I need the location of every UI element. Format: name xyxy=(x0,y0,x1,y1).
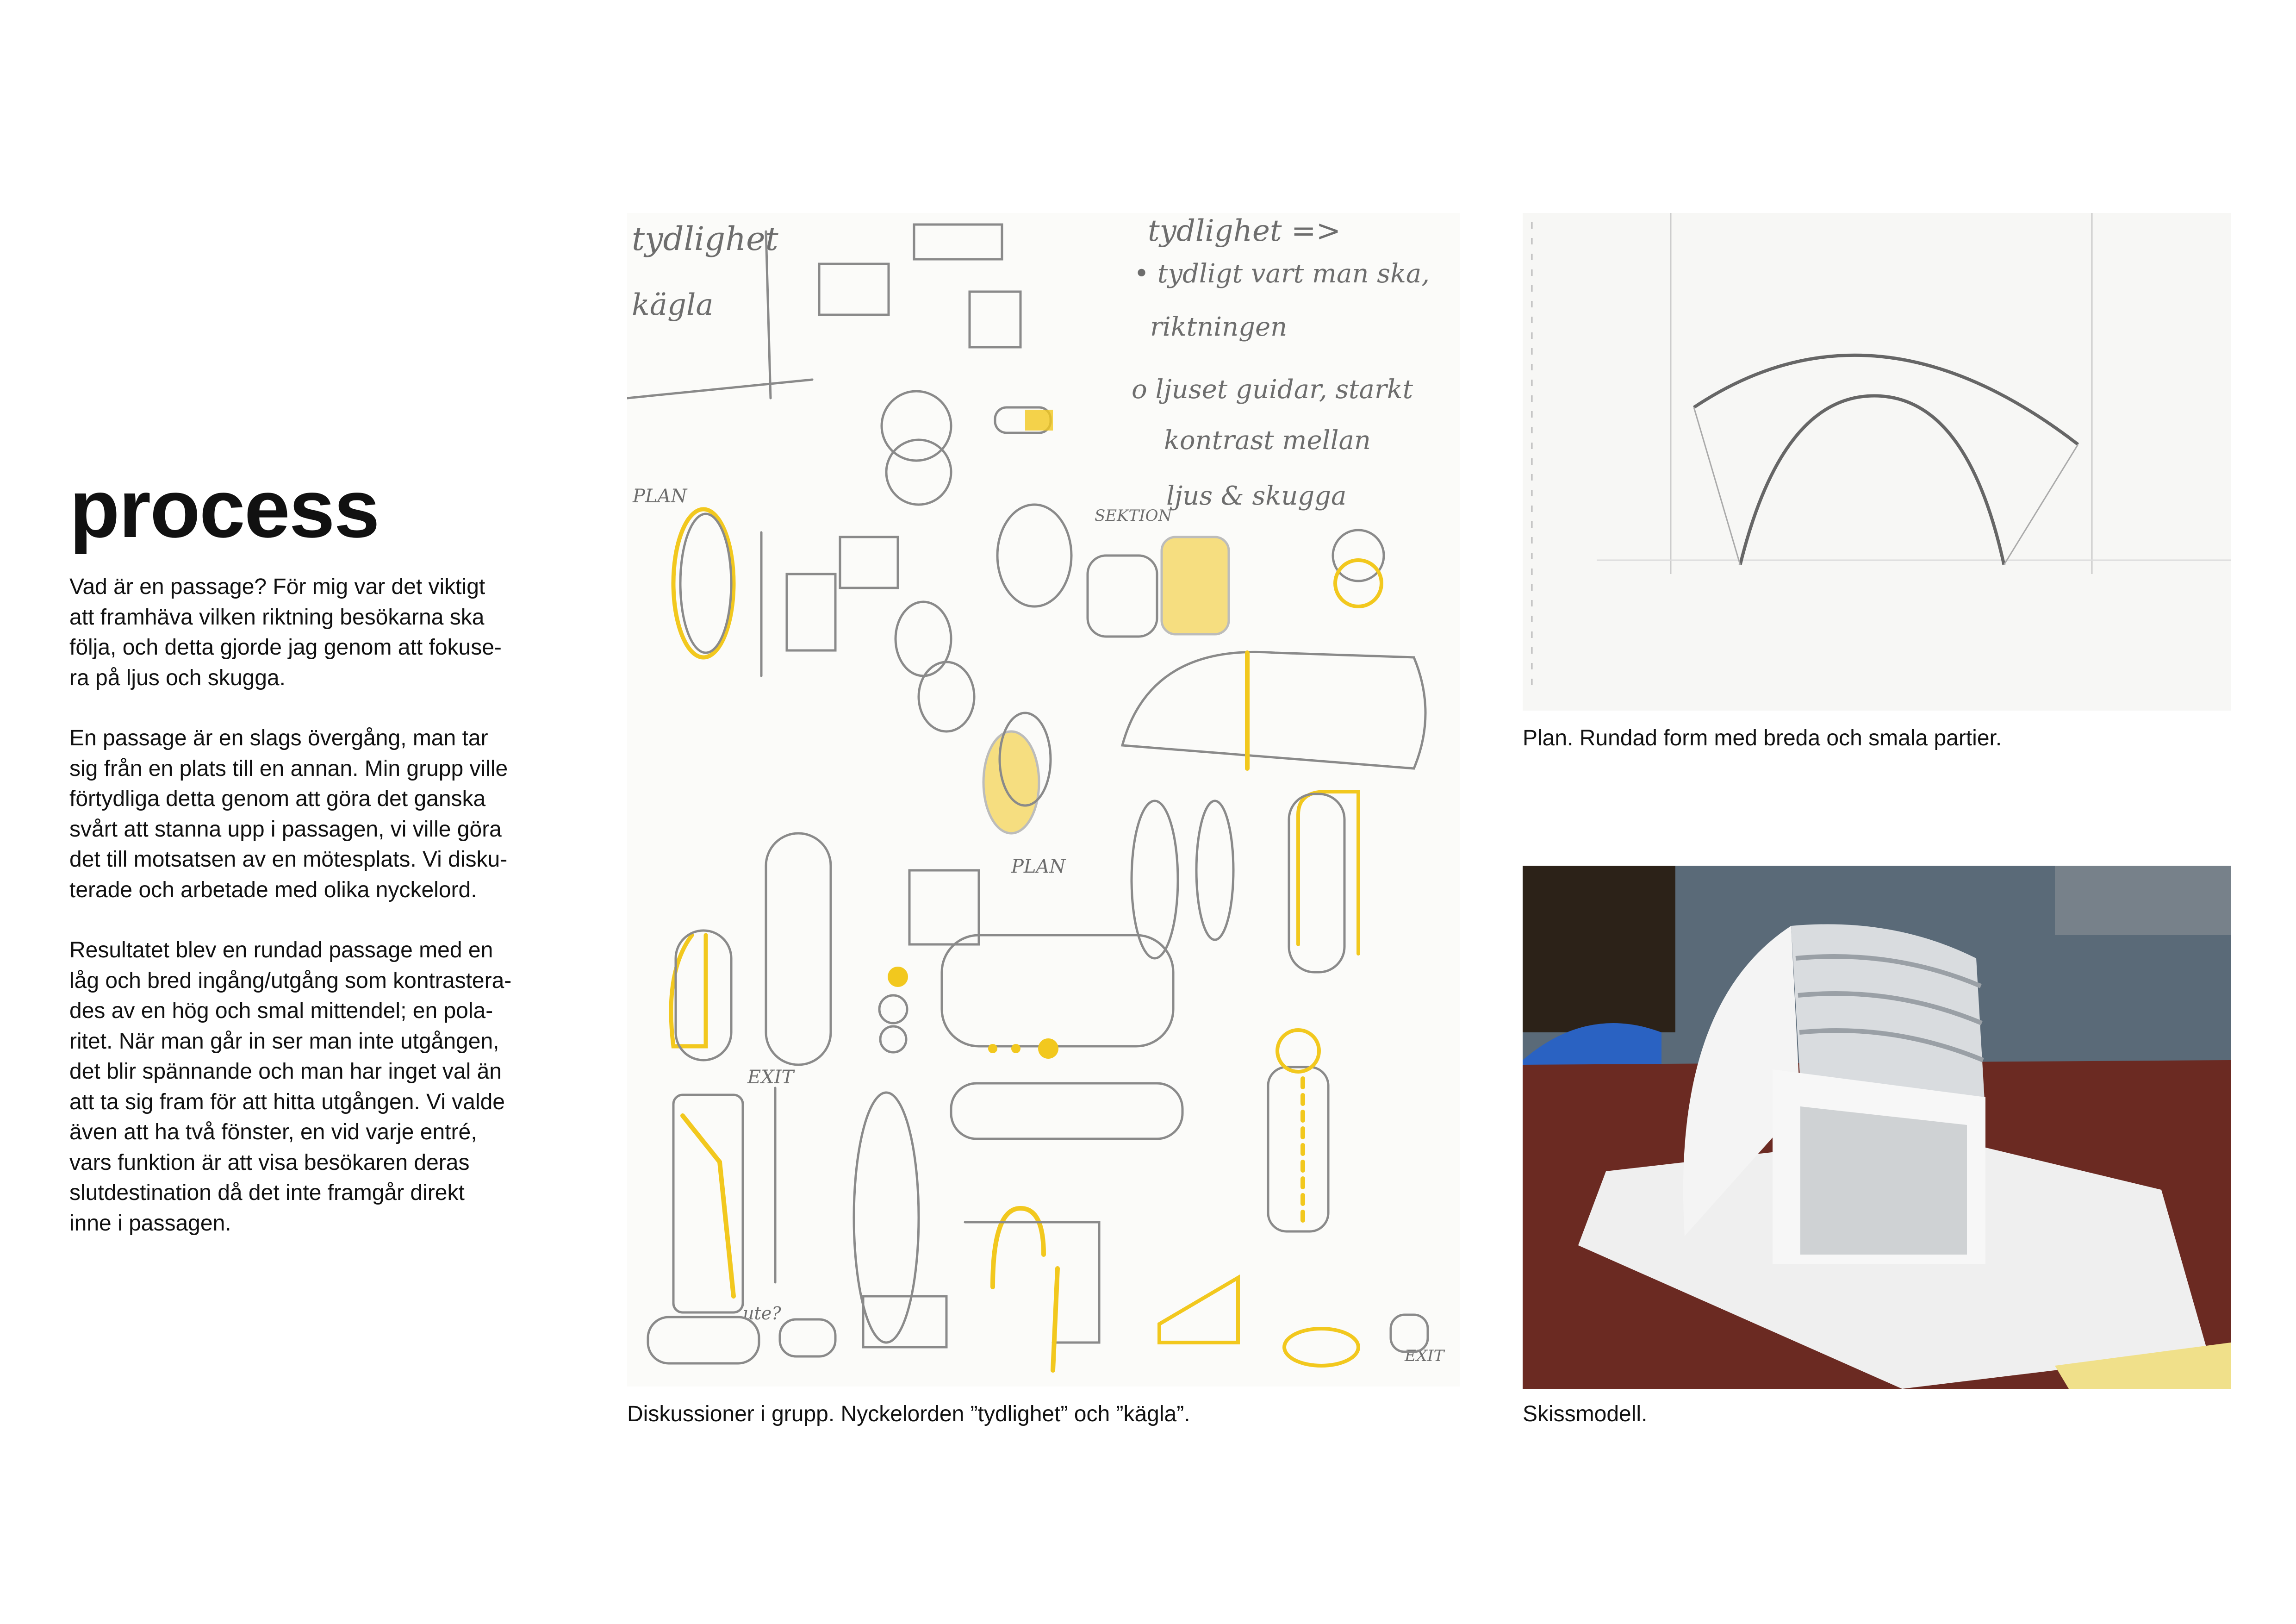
hw-plan-1: PLAN xyxy=(633,486,687,507)
paragraph-1: Vad är en passage? För mig var det viktigt att framhäva vilken riktning besökarna ska följa, och detta gjorde jag genom att fokuse- ra på ljus och skugga. xyxy=(69,575,502,690)
page-title: process xyxy=(69,462,379,555)
hw-tydlighet-2: tydlighet => xyxy=(1148,214,1341,248)
sketch-image xyxy=(627,213,1460,1387)
paragraph-3: Resultatet blev en rundad passage med en låg och bred ingång/utgång som kontrastera- des av en hög och smal mittendel; en pola- ritet. När man går in ser man inte utgången, det blir spännande och man har inget val än att ta sig fram för att hitta utgången. Vi valde även att ha två fönster, en vid varje entré, vars funktion är att visa besökaren deras slutdestination då det inte framgår direkt inne i passagen. xyxy=(69,938,512,1236)
plan-image xyxy=(1523,213,2231,711)
hw-tydlighet-1: tydlighet xyxy=(632,220,778,258)
sketch-caption: Diskussioner i grupp. Nyckelorden ”tydlighet” och ”kägla”. xyxy=(627,1402,1190,1426)
hw-plan-2: PLAN xyxy=(1011,856,1066,877)
hw-kagla: kägla xyxy=(632,288,714,322)
plan-caption: Plan. Rundad form med breda och smala partier. xyxy=(1523,726,2002,750)
model-photo xyxy=(1523,866,2231,1389)
hw-note-3: o ljuset guidar, starkt xyxy=(1132,375,1413,405)
hw-exit-1: EXIT xyxy=(747,1067,794,1088)
hw-note-2: riktningen xyxy=(1150,312,1288,342)
hw-sektion: SEKTION xyxy=(1095,506,1172,525)
paragraph-2: En passage är en slags övergång, man tar sig från en plats till en annan. Min grupp ville förtydliga detta genom att göra det ganska svårt att stanna upp i passagen, vi ville göra det till motsatsen av en mötesplats. Vi disku- terade och arbetade med olika nyckelord. xyxy=(69,726,508,902)
hw-note-1: • tydligt vart man ska, xyxy=(1134,259,1430,289)
photo-caption: Skissmodell. xyxy=(1523,1402,1648,1426)
body-text xyxy=(69,572,588,1268)
hw-exit-2: EXIT xyxy=(1405,1347,1444,1365)
hw-note-5: ljus & skugga xyxy=(1166,481,1347,511)
plan-inner-arc xyxy=(1740,396,2004,565)
hw-ute: ute? xyxy=(743,1303,781,1324)
plan-outer-arc xyxy=(1694,355,2078,444)
hw-note-4: kontrast mellan xyxy=(1164,425,1371,456)
